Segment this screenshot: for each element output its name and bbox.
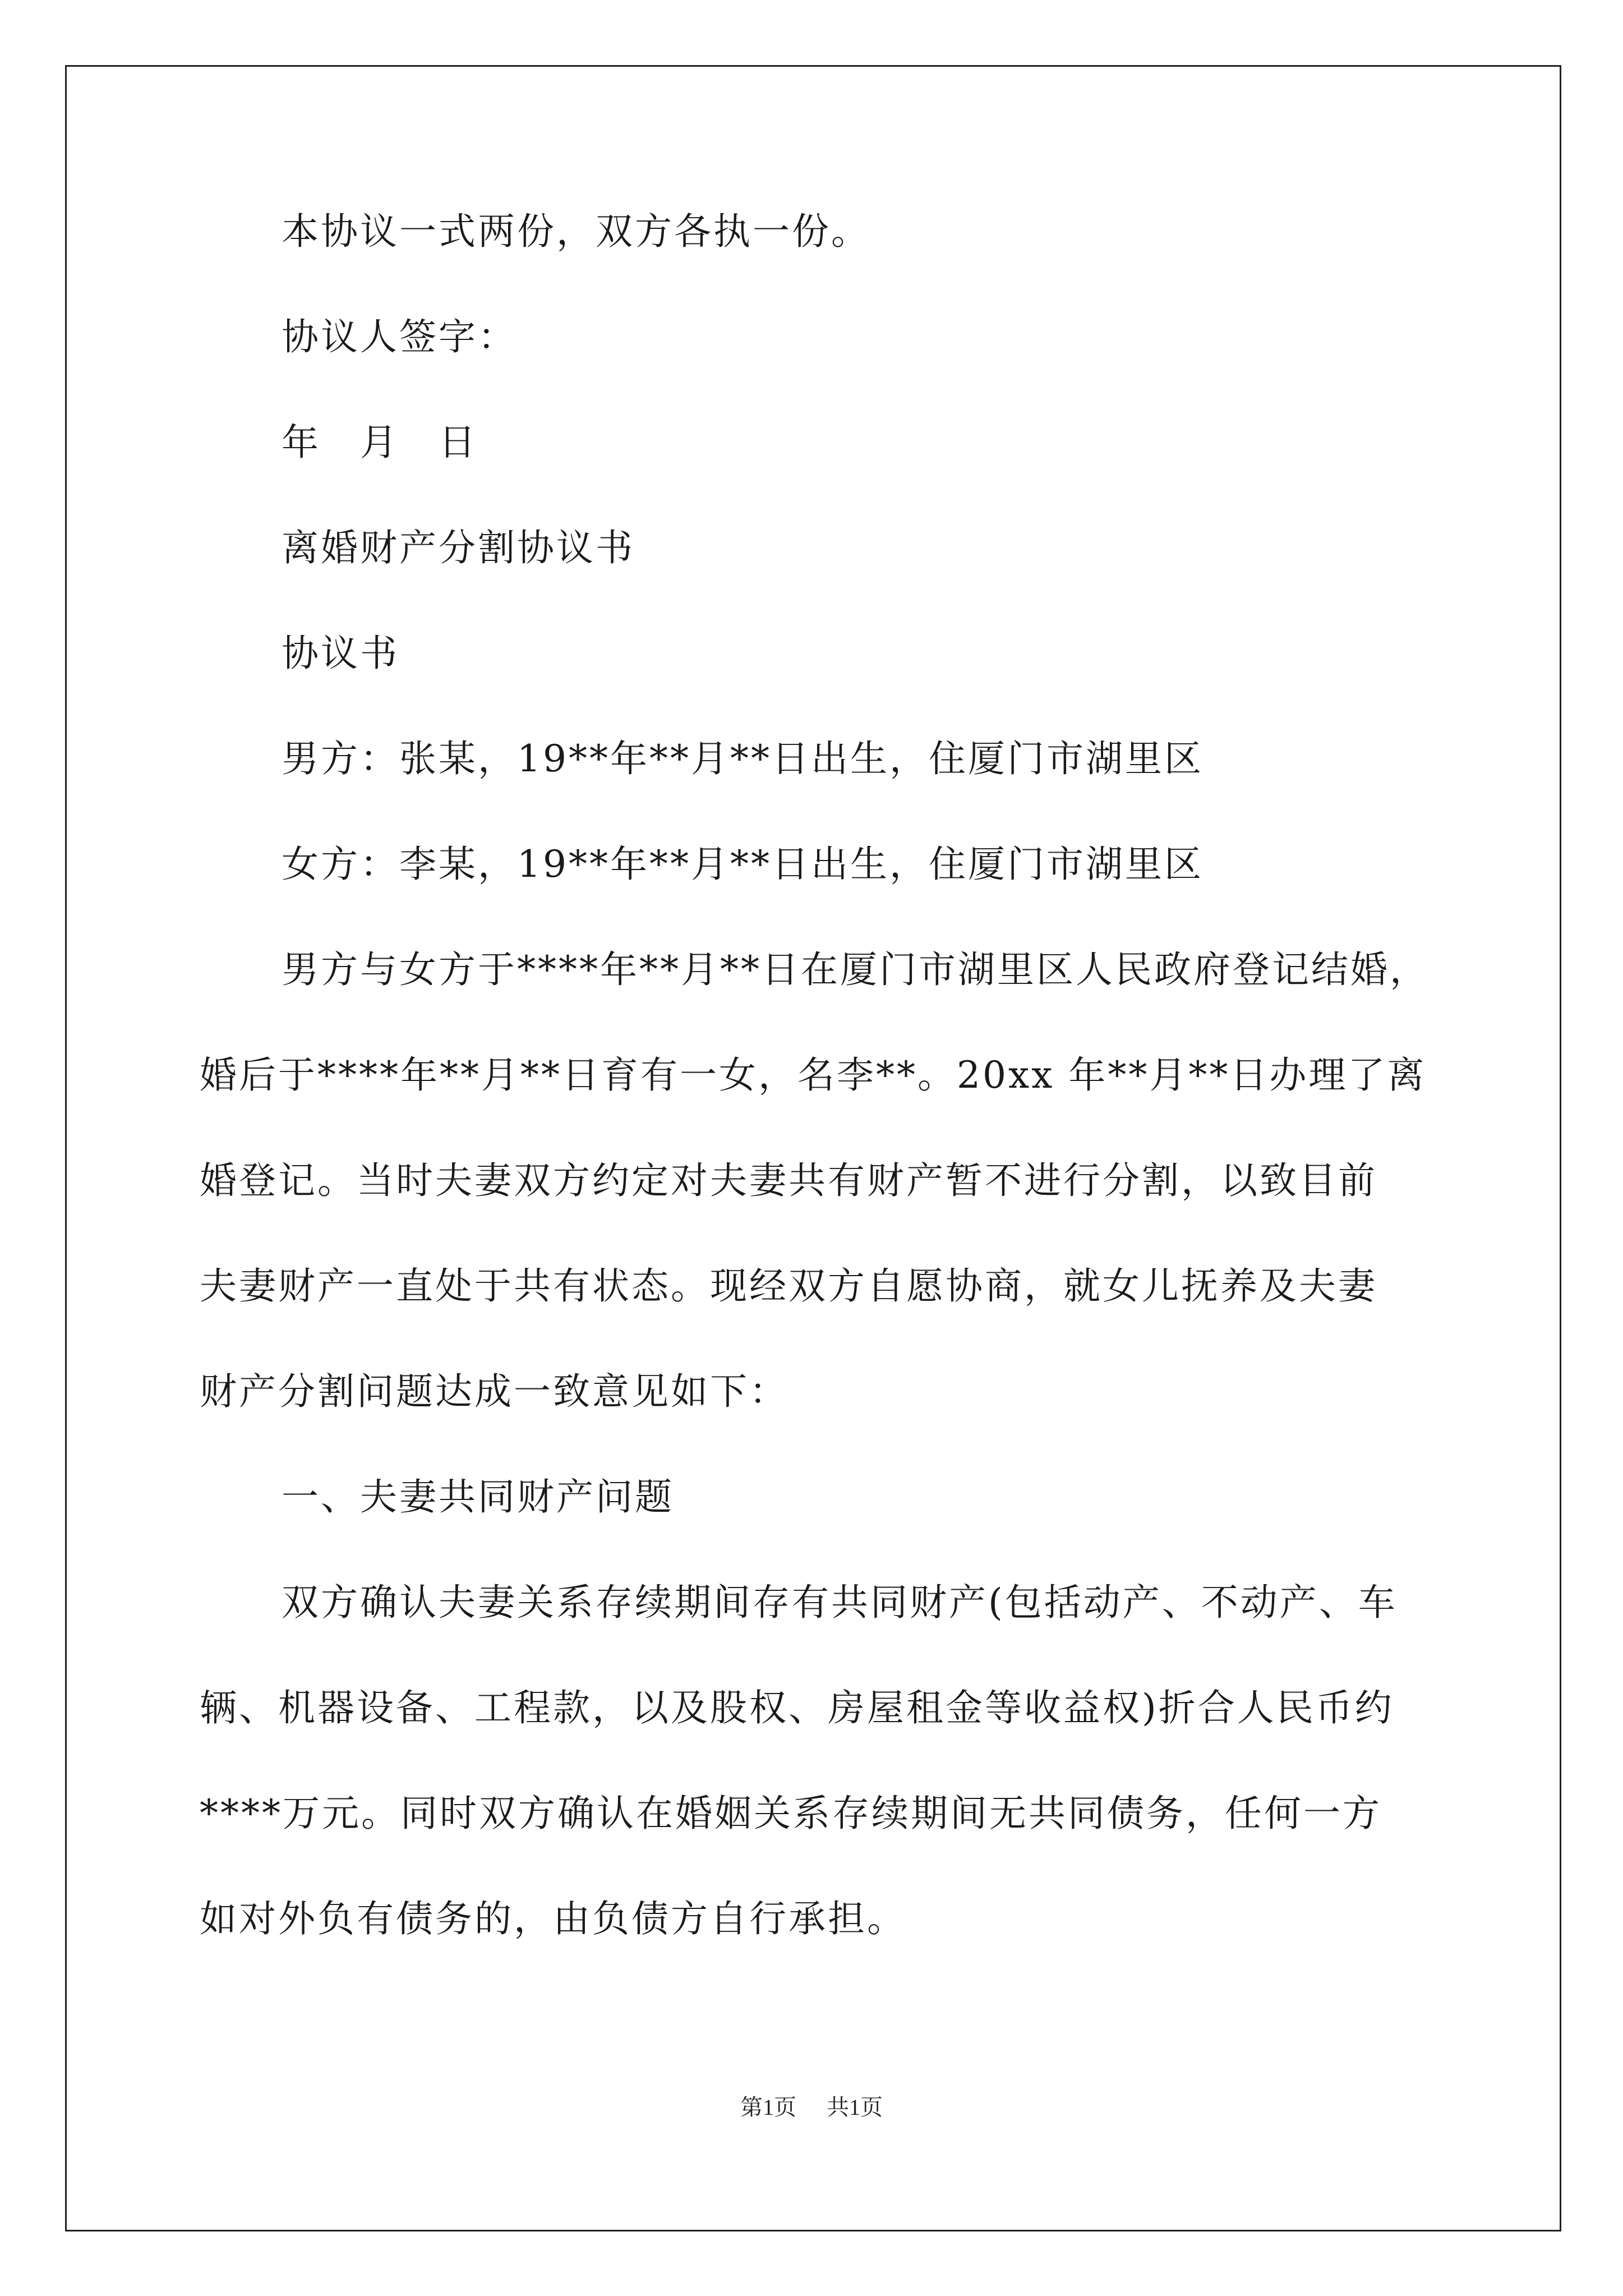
paragraph-line: ****万元。同时双方确认在婚姻关系存续期间无共同债务，任何一方 [200,1792,1382,1835]
page-number: 第1页 [740,2095,796,2120]
date-placeholder: 年 月 日 [282,421,478,464]
document-title: 离婚财产分割协议书 [282,526,635,569]
paragraph-line: 财产分割问题达成一致意见如下： [200,1370,789,1413]
paragraph-line: 男方与女方于****年**月**日在厦门市湖里区人民政府登记结婚， [282,948,1429,991]
page-footer [0,2096,1623,2119]
signature-label: 协议人签字： [282,315,517,358]
document-body [200,210,1429,1940]
paragraph-line: 如对外负有债务的，由负债方自行承担。 [200,1897,906,1940]
paragraph-line: 双方确认夫妻关系存续期间存有共同财产(包括动产、不动产、车 [282,1581,1398,1624]
section-heading: 一、夫妻共同财产问题 [282,1475,674,1519]
paragraph-line: 辆、机器设备、工程款，以及股权、房屋租金等收益权)折合人民币约 [200,1686,1394,1729]
paragraph-line: 夫妻财产一直处于共有状态。现经双方自愿协商，就女儿抚养及夫妻 [200,1264,1377,1308]
female-party-line: 女方：李某，19**年**月**日出生，住厦门市湖里区 [282,843,1204,886]
closing-copies-line: 本协议一式两份，双方各执一份。 [282,210,870,253]
paragraph-line: 婚登记。当时夫妻双方约定对夫妻共有财产暂不进行分割，以致目前 [200,1159,1377,1202]
agreement-heading: 协议书 [282,632,399,675]
paragraph-line: 婚后于****年**月**日育有一女，名李**。20xx 年**月**日办理了离 [200,1053,1427,1097]
male-party-line: 男方：张某，19**年**月**日出生，住厦门市湖里区 [282,737,1204,780]
page-total: 共1页 [827,2095,883,2120]
